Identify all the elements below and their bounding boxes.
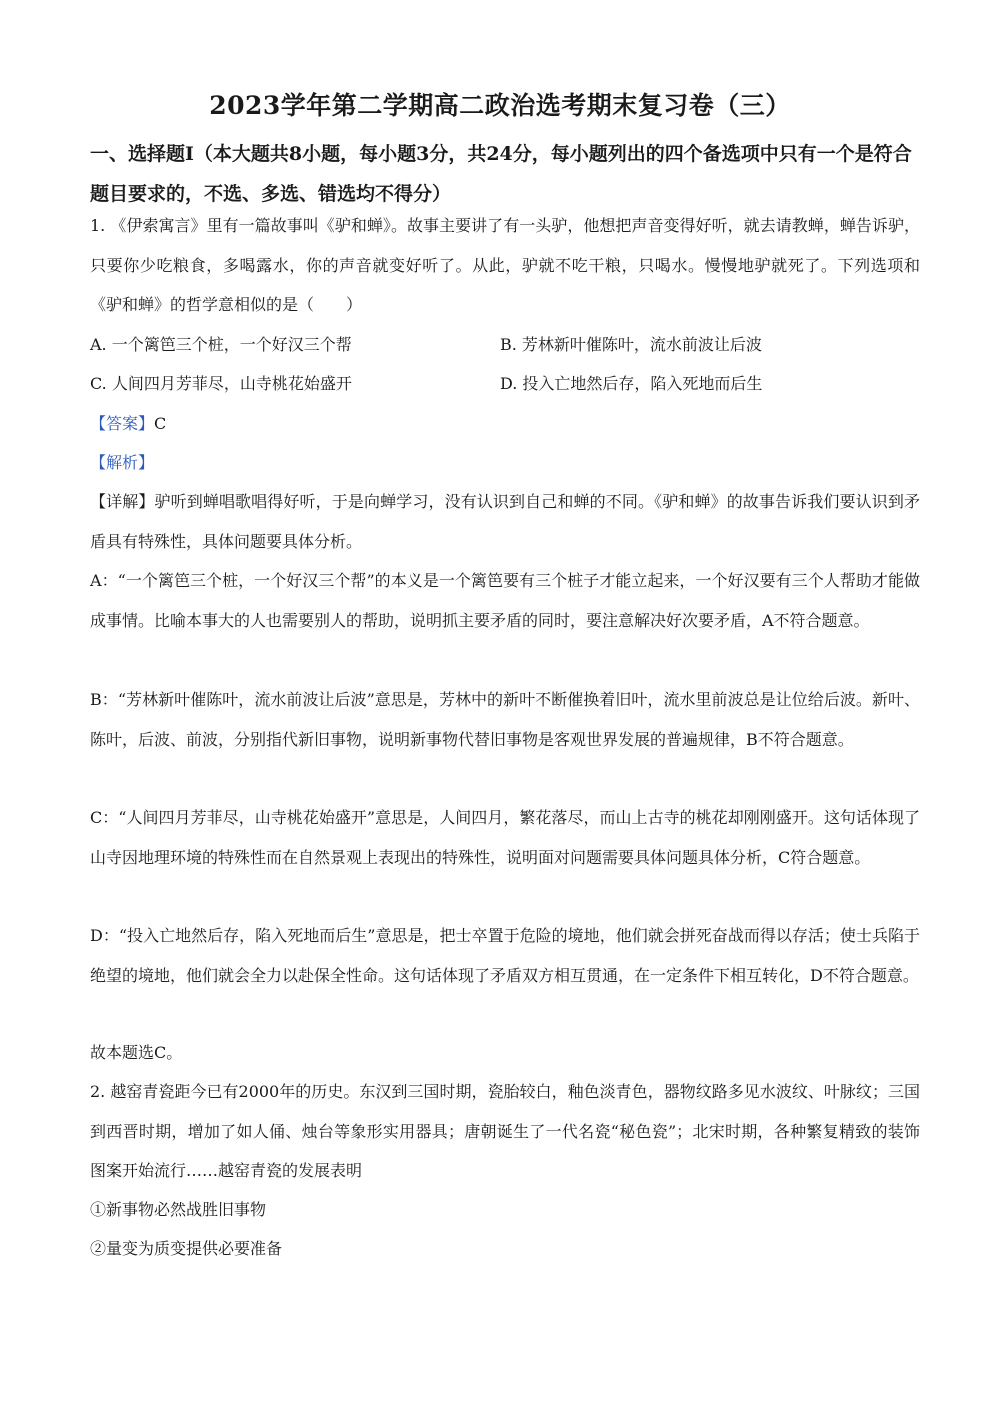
question-2-item-2: ②量变为质变提供必要准备 [90,1239,283,1258]
question-1-explain-a: A：“一个篱笆三个桩，一个好汉三个帮”的本义是一个篱笆要有三个桩子才能立起来，一个好汉要有三个人帮助才能做成事情。比喻本事大的人也需要别人的帮助，说明抓主要矛盾的同时，要注意解决好次要矛盾，A不符合题意。 [90,571,920,630]
section-heading: 一、选择题Ⅰ（本大题共8小题，每小题3分，共24分，每小题列出的四个备选项中只有一个是符合题目要求的，不选、多选、错选均不得分） [90,143,912,205]
answer-label: 【答案】 [90,414,155,433]
question-2-stem: 2. 越窑青瓷距今已有2000年的历史。东汉到三国时期，瓷胎较白，釉色淡青色，器物纹路多见水波纹、叶脉纹；三国到西晋时期，增加了如人俑、烛台等象形实用器具；唐朝诞生了一代名瓷“秘色瓷”；北宋时期，各种繁复精致的装饰图案开始流行……越窑青瓷的发展表明 [90,1082,920,1180]
question-1-option-c: C. 人间四月芳菲尽，山寺桃花始盛开 [90,374,352,393]
question-1-option-d: D. 投入亡地然后存，陷入死地而后生 [500,374,763,393]
analysis-label: 【解析】 [90,453,155,472]
question-1-detail: 【详解】驴听到蝉唱歌唱得好听，于是向蝉学习，没有认识到自己和蝉的不同。《驴和蝉》的故事告诉我们要认识到矛盾具有特殊性，具体问题要具体分析。 [90,492,920,551]
answer-value: C [154,414,167,433]
question-1-explain-c: C：“人间四月芳菲尽，山寺桃花始盛开”意思是，人间四月，繁花落尽，而山上古寺的桃花却刚刚盛开。这句话体现了山寺因地理环境的特殊性而在自然景观上表现出的特殊性，说明面对问题需要具体问题具体分析，C符合题意。 [90,808,920,867]
question-1-option-a: A. 一个篱笆三个桩，一个好汉三个帮 [90,335,352,354]
question-1-explain-b: B：“芳林新叶催陈叶，流水前波让后波”意思是，芳林中的新叶不断催换着旧叶，流水里前波总是让位给后波。新叶、陈叶，后波、前波，分别指代新旧事物，说明新事物代替旧事物是客观世界发展的普遍规律，B不符合题意。 [90,690,920,749]
question-1-explain-d: D：“投入亡地然后存，陷入死地而后生”意思是，把士卒置于危险的境地，他们就会拼死奋战而得以存活；使士兵陷于绝望的境地，他们就会全力以赴保全性命。这句话体现了矛盾双方相互贯通，在一定条件下相互转化，D不符合题意。 [90,926,920,985]
question-1-option-b: B. 芳林新叶催陈叶，流水前波让后波 [500,335,762,354]
answer-line [90,404,166,444]
question-1-stem: 1. 《伊索寓言》里有一篇故事叫《驴和蝉》。故事主要讲了有一头驴，他想把声音变得好听，就去请教蝉，蝉告诉驴，只要你少吃粮食，多喝露水，你的声音就变好听了。从此，驴就不吃干粮，只喝水。慢慢地驴就死了。下列选项和《驴和蝉》的哲学意相似的是（ ） [90,216,920,314]
page-title: 2023学年第二学期高二政治选考期末复习卷（三） [209,91,791,120]
question-2-item-1: ①新事物必然战胜旧事物 [90,1200,267,1219]
question-1-conclusion: 故本题选C。 [90,1043,183,1062]
